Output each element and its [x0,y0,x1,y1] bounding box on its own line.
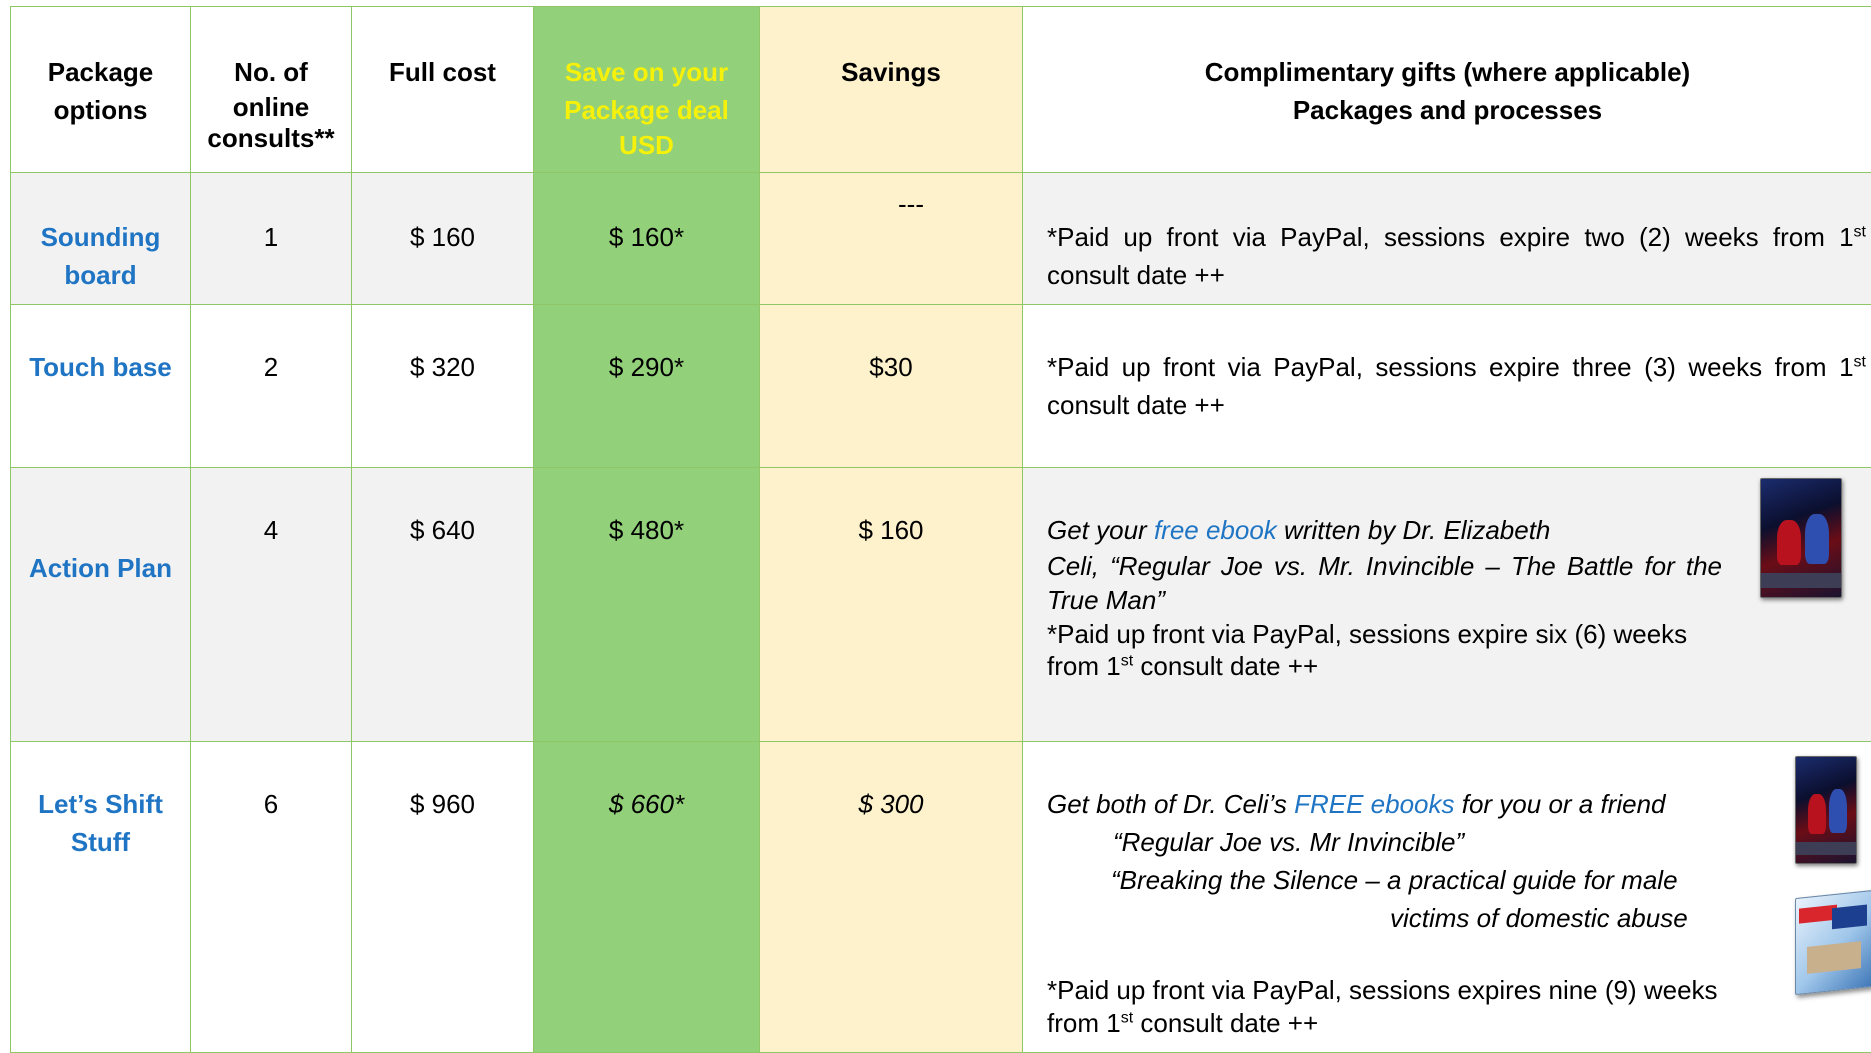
savings-cell [760,742,1023,1053]
description-text: from 1 [1047,651,1121,681]
savings-value: $30 [760,305,1022,386]
package-name: Touch base [11,305,190,386]
header-consults [191,7,352,173]
full-cost-value: $ 160 [352,173,533,256]
gifts-cell [1023,305,1871,468]
package-name-cell [11,173,191,305]
book-title-2: “Breaking the Silence – a practical guide for male [1047,861,1722,899]
package-price-cell [534,173,760,305]
gifts-cell [1023,742,1871,1053]
header-package-options [11,7,191,173]
book-title-1: “Regular Joe vs. Mr Invincible” [1047,823,1722,861]
ordinal-suffix: st [1854,223,1866,240]
package-name: Let’s Shift [11,785,190,823]
full-cost-cell [352,173,534,305]
ordinal-suffix: st [1121,1009,1133,1026]
savings-value: $ 160 [760,468,1022,549]
package-price-cell [534,468,760,742]
package-description [1023,742,1871,1041]
header-text: Complimentary gifts (where applicable) [1023,53,1871,91]
savings-cell [760,173,1023,305]
book-cover-breaking-the-silence-icon [1795,890,1871,995]
gift-offer [1047,511,1722,549]
consults-value: 2 [191,305,351,386]
book-cover-regular-joe-icon [1760,478,1842,598]
header-text: options [11,91,190,129]
packages-table [10,6,1871,1053]
header-text: online [191,91,351,123]
package-name-cell [11,742,191,1053]
description-text: consult date ++ [1133,651,1318,681]
package-description [1023,305,1871,424]
header-savings [760,7,1023,173]
gift-offer [1047,785,1722,823]
description-line [1047,1005,1722,1041]
package-row-touch-base [11,305,1871,468]
package-name: Action Plan [11,468,190,587]
header-text: Package [11,53,190,91]
consults-cell [191,305,352,468]
book-cover-regular-joe-icon [1795,756,1857,864]
description-text: consult date ++ [1047,390,1225,420]
full-cost-value: $ 960 [352,742,533,823]
savings-value: --- [760,173,1022,223]
package-price-cell [534,305,760,468]
description-line [1047,651,1722,681]
consults-value: 1 [191,173,351,256]
book-title-2-cont: victims of domestic abuse [1047,899,1722,937]
free-ebook-link[interactable]: free ebook [1154,515,1277,545]
header-text: Full cost [352,7,533,91]
header-row [11,7,1871,173]
gift-text: Get your [1047,515,1154,545]
header-text: Package deal [534,91,759,129]
header-text: Savings [760,7,1022,91]
header-gifts [1023,7,1871,173]
description-text: *Paid up front via PayPal, sessions expire three (3) weeks from 1 [1047,352,1854,382]
package-name: board [11,256,190,294]
gift-text: for you or a friend [1455,789,1666,819]
gifts-cell [1023,468,1871,742]
package-name-cell [11,305,191,468]
description-text: *Paid up front via PayPal, sessions expire two (2) weeks from 1 [1047,222,1854,252]
package-description [1023,468,1871,681]
description-text: *Paid up front via PayPal, sessions expires nine (9) weeks [1047,975,1722,1005]
savings-cell [760,305,1023,468]
savings-cell [760,468,1023,742]
package-row-sounding-board [11,173,1871,305]
description-text: consult date ++ [1133,1008,1318,1038]
consults-cell [191,742,352,1053]
package-row-lets-shift-stuff [11,742,1871,1053]
gift-text: Get both of Dr. Celi’s [1047,789,1294,819]
package-price-cell [534,742,760,1053]
gifts-cell [1023,173,1871,305]
package-price-value: $ 660* [534,742,759,823]
package-row-action-plan [11,468,1871,742]
full-cost-cell [352,305,534,468]
consults-cell [191,173,352,305]
package-name: Sounding [11,218,190,256]
package-price-value: $ 480* [534,468,759,549]
description-text: *Paid up front via PayPal, sessions expire six (6) weeks [1047,617,1722,651]
package-price-value: $ 290* [534,305,759,386]
header-text: USD [534,129,759,161]
full-cost-cell [352,742,534,1053]
header-text: Save on your [534,53,759,91]
header-text: No. of [191,53,351,91]
full-cost-cell [352,468,534,742]
header-full-cost [352,7,534,173]
gift-text: Celi, “Regular Joe vs. Mr. Invincible – The Battle for the True Man” [1047,549,1722,617]
free-ebooks-link[interactable]: FREE ebooks [1294,789,1454,819]
header-text: Packages and processes [1023,91,1871,129]
gift-text: written by Dr. Elizabeth [1277,515,1551,545]
header-save-on-package [534,7,760,173]
savings-value: $ 300 [760,742,1022,823]
header-text: consults** [191,123,351,153]
description-text: from 1 [1047,1008,1121,1038]
package-name: Stuff [11,823,190,861]
consults-value: 6 [191,742,351,823]
description-text: consult date ++ [1047,260,1225,290]
package-price-value: $ 160* [534,173,759,256]
consults-cell [191,468,352,742]
ordinal-suffix: st [1854,353,1866,370]
full-cost-value: $ 320 [352,305,533,386]
package-name-cell [11,468,191,742]
full-cost-value: $ 640 [352,468,533,549]
consults-value: 4 [191,468,351,549]
package-description [1023,173,1871,294]
ordinal-suffix: st [1121,652,1133,669]
